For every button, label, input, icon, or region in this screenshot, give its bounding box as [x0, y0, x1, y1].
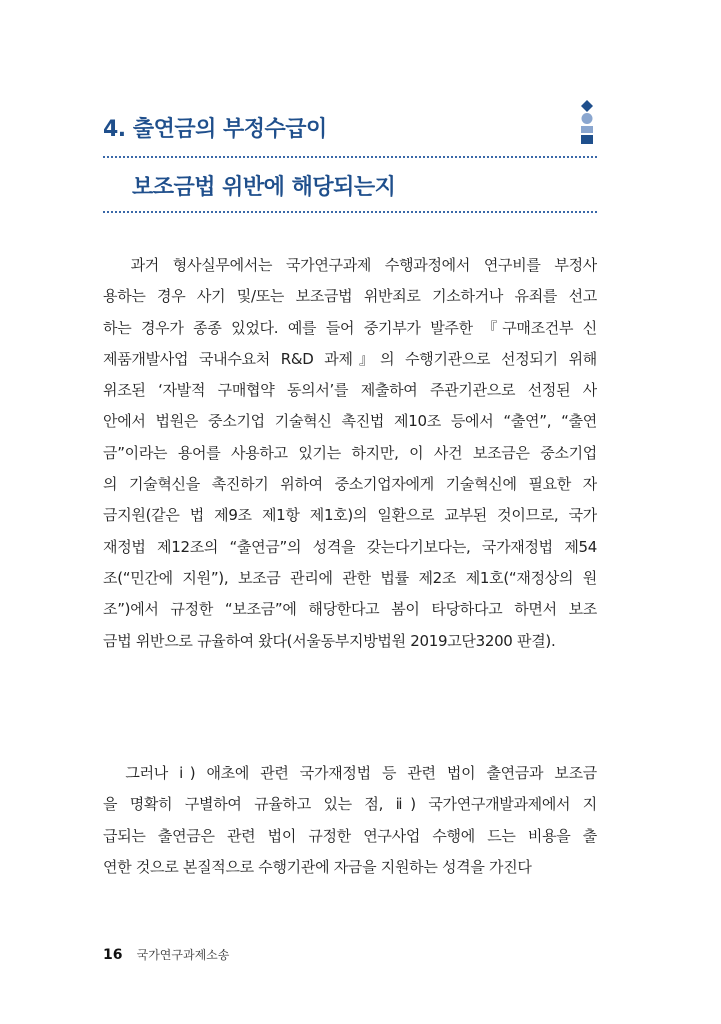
book-title: 국가연구과제소송: [136, 948, 230, 962]
stacked-shapes-icon: [579, 100, 595, 144]
text-line: 재정법 제12조의 “출연금”의 성격을 갖는다기보다는, 국가재정법 제54: [103, 537, 597, 556]
text-line: 금법 위반으로 규율하여 왔다(서울동부지방법원 2019고단3200 판결).: [103, 631, 556, 650]
text-line: 의 기술혁신을 촉진하기 위하여 중소기업자에게 기술혁신에 필요한 자: [103, 475, 597, 494]
text-line: 위조된 ‘자발적 구매협약 동의서’를 제출하여 주관기관으로 선정된 사: [103, 381, 597, 400]
heading-line-1: 4. 출연금의 부정수급이: [103, 117, 327, 142]
paragraph-1: [103, 250, 597, 657]
page-footer: [103, 946, 229, 963]
text-line: 안에서 법원은 중소기업 기술혁신 촉진법 제10조 등에서 “출연”, “출연: [103, 412, 597, 431]
text-line: 금지원(같은 법 제9조 제1항 제1호)의 일환으로 교부된 것이므로, 국가: [103, 506, 597, 525]
dotted-divider-1: [103, 156, 597, 158]
page-number: 16: [103, 947, 123, 963]
paragraph-2: [103, 758, 597, 883]
dotted-divider-2: [103, 211, 597, 213]
text-line: 조(“민간에 지원”), 보조금 관리에 관한 법률 제2조 제1호(“재정상의 원: [103, 568, 597, 587]
text-line: 금”이라는 용어를 사용하고 있기는 하지만, 이 사건 보조금은 중소기업: [103, 443, 597, 462]
text-line: 용하는 경우 사기 및/또는 보조금법 위반죄로 기소하거나 유죄를 선고: [103, 287, 597, 306]
text-line: 급되는 출연금은 관련 법이 규정한 연구사업 수행에 드는 비용을 출: [103, 826, 597, 845]
heading-line-2: 보조금법 위반에 해당되는지: [132, 175, 396, 200]
text-line: 제품개발사업 국내수요처 R&D 과제』의 수행기관으로 선정되기 위해: [103, 349, 597, 368]
text-line: 하는 경우가 종종 있었다. 예를 들어 중기부가 발주한 『구매조건부 신: [103, 318, 597, 337]
text-line: 연한 것으로 본질적으로 수행기관에 자금을 지원하는 성격을 가진다: [103, 857, 532, 876]
text-line: 그러나 ⅰ) 애초에 관련 국가재정법 등 관련 법이 출연금과 보조금: [103, 764, 597, 782]
text-line: 을 명확히 구별하여 규율하고 있는 점, ⅱ) 국가연구개발과제에서 지: [103, 795, 597, 814]
text-line: 조”)에서 규정한 “보조금”에 해당한다고 봄이 타당하다고 하면서 보조: [103, 600, 597, 619]
text-line: 과거 형사실무에서는 국가연구과제 수행과정에서 연구비를 부정사: [103, 256, 597, 274]
